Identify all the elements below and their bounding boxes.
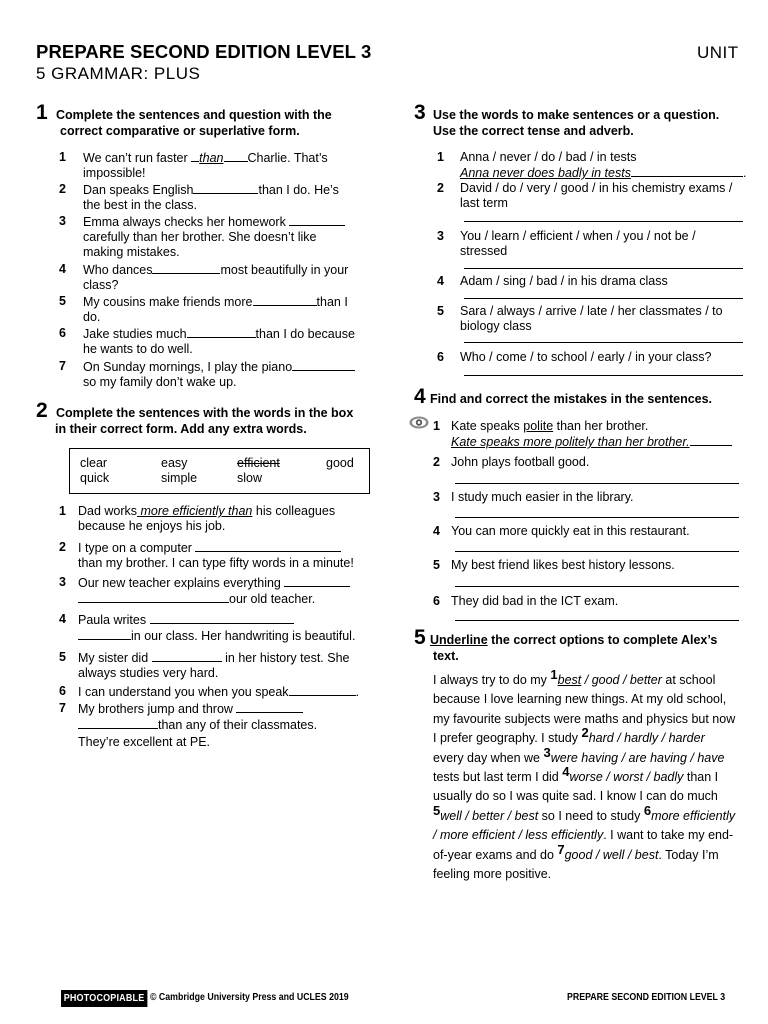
item-text: They’re excellent at PE. bbox=[78, 735, 211, 749]
passage-text: . I want to take my end-of-year exams and do bbox=[433, 828, 734, 862]
page-subtitle: 5 GRAMMAR: PLUS bbox=[36, 64, 201, 83]
answer-blank[interactable] bbox=[236, 701, 303, 713]
section-2-heading bbox=[36, 399, 376, 437]
item-number: 5 bbox=[437, 304, 444, 318]
gap-number: 2 bbox=[581, 725, 589, 741]
item-text: most beautifully in your bbox=[220, 263, 349, 277]
item-text: in our class. Her handwriting is beautiful. bbox=[131, 629, 356, 643]
gap-options[interactable] bbox=[558, 673, 662, 687]
section-instruction: Use the words to make sentences or a question. bbox=[433, 108, 720, 122]
item-text: his colleagues bbox=[252, 504, 336, 518]
item-number: 1 bbox=[433, 419, 440, 433]
page-title: PREPARE SECOND EDITION LEVEL 3 bbox=[36, 41, 372, 62]
gap-number: 1 bbox=[550, 667, 558, 682]
item-number: 3 bbox=[433, 490, 440, 504]
item-text: he wants to do well. bbox=[83, 342, 193, 356]
answer-line[interactable] bbox=[455, 620, 739, 621]
item-text: You can more quickly eat in this restaurant. bbox=[451, 524, 690, 538]
item-number: 6 bbox=[59, 326, 66, 340]
item-text: Kate speaks bbox=[451, 419, 524, 433]
item-text: I type on a computer bbox=[78, 541, 192, 555]
gap-options[interactable]: well / better / best bbox=[440, 808, 539, 823]
item-text: Dad works bbox=[78, 504, 138, 518]
passage-text: I always try to do my bbox=[433, 673, 551, 687]
exercise-item bbox=[59, 214, 369, 260]
exercise-item bbox=[59, 504, 369, 534]
item-text: do. bbox=[83, 310, 101, 324]
answer-blank[interactable] bbox=[150, 612, 294, 624]
item-number: 4 bbox=[59, 612, 66, 626]
item-text: My brothers jump and throw bbox=[78, 702, 233, 716]
item-text: than I bbox=[316, 295, 348, 309]
item-text: Dan speaks English bbox=[83, 183, 194, 197]
item-number: 4 bbox=[433, 524, 440, 538]
item-number: 1 bbox=[59, 504, 66, 518]
exercise-item bbox=[433, 455, 743, 470]
item-text: than I do. He’s bbox=[258, 183, 339, 197]
section-instruction: text. bbox=[433, 649, 459, 663]
footer-title: PREPARE SECOND EDITION LEVEL 3 bbox=[567, 992, 726, 1003]
exercise-item bbox=[59, 540, 369, 571]
answer-line[interactable] bbox=[464, 268, 743, 269]
item-text: carefully than her brother. She doesn’t like bbox=[83, 230, 317, 244]
answer-blank[interactable] bbox=[289, 214, 345, 226]
answer-blank[interactable] bbox=[289, 684, 356, 696]
item-text: David / do / very / good / in his chemistry exams / bbox=[460, 181, 733, 195]
answer-blank[interactable] bbox=[187, 326, 256, 338]
section-instruction: in their correct form. Add any extra words. bbox=[55, 422, 307, 436]
item-text: the best in the class. bbox=[83, 198, 197, 212]
section-number: 1 bbox=[36, 101, 48, 124]
item-text: than I do because bbox=[255, 327, 355, 341]
item-text: John plays football good. bbox=[451, 455, 590, 469]
box-word: simple bbox=[161, 471, 198, 485]
exercise-item bbox=[59, 150, 369, 181]
answer-line[interactable] bbox=[455, 586, 739, 587]
item-text: . bbox=[355, 685, 360, 699]
item-text: On Sunday mornings, I play the piano bbox=[83, 360, 293, 374]
passage-text: so I need to study bbox=[538, 808, 644, 823]
section-number: 3 bbox=[414, 101, 426, 124]
example-answer: than bbox=[199, 151, 224, 165]
answer-blank[interactable] bbox=[78, 717, 158, 729]
mistake-word: polite bbox=[523, 419, 554, 433]
example-answer: Anna never does badly in tests bbox=[460, 166, 631, 180]
box-word: easy bbox=[161, 456, 188, 470]
gap-options[interactable]: were having / are having / have bbox=[550, 750, 725, 765]
item-text: in her history test. She bbox=[221, 651, 350, 665]
section-number: 4 bbox=[414, 385, 426, 408]
section-3-heading bbox=[414, 101, 744, 139]
section-instruction: Complete the sentences and question with the bbox=[56, 108, 332, 122]
item-text: I study much easier in the library. bbox=[451, 490, 634, 504]
item-number: 1 bbox=[437, 150, 444, 164]
gap-options[interactable]: more efficiently / more efficient / less efficiently bbox=[433, 808, 736, 843]
exercise-item bbox=[59, 701, 369, 750]
gap-options[interactable]: worse / worst / badly bbox=[569, 770, 684, 785]
section-number: 5 bbox=[414, 626, 426, 649]
item-number: 6 bbox=[437, 350, 444, 364]
item-text: than any of their classmates. bbox=[158, 718, 318, 732]
item-text: our old teacher. bbox=[229, 592, 316, 606]
exercise-item bbox=[437, 350, 747, 365]
passage-text: . Today I’m feeling more positive. bbox=[433, 847, 719, 882]
answer-blank[interactable] bbox=[195, 540, 341, 552]
item-number: 6 bbox=[433, 594, 440, 608]
exercise-item bbox=[433, 419, 743, 450]
item-text: Who / come / to school / early / in your class? bbox=[460, 350, 712, 364]
section-instruction: the correct options to complete Alex’s bbox=[487, 633, 718, 647]
alex-text-passage bbox=[433, 667, 738, 884]
item-text: My sister did bbox=[78, 651, 149, 665]
item-number: 1 bbox=[59, 150, 66, 164]
item-number: 5 bbox=[433, 558, 440, 572]
item-text: You / learn / efficient / when / you / not be / bbox=[460, 229, 696, 243]
exercise-item bbox=[59, 182, 369, 213]
exercise-item bbox=[433, 558, 743, 573]
item-number: 7 bbox=[59, 359, 66, 373]
answer-line[interactable] bbox=[464, 221, 743, 222]
exercise-item bbox=[437, 304, 747, 334]
item-text: Anna / never / do / bad / in tests bbox=[460, 150, 637, 164]
answer-blank[interactable] bbox=[292, 359, 355, 371]
item-number: 2 bbox=[437, 181, 444, 195]
passage-text: tests but last term I did bbox=[433, 770, 563, 785]
answer-line[interactable] bbox=[464, 375, 743, 376]
passage-text: at school because I love learning new things. At my old school, my favourite subjects were maths and physics but now I prefer geography. I study bbox=[433, 673, 736, 746]
gap-option-text: / good / better bbox=[581, 673, 662, 687]
exercise-item bbox=[59, 650, 369, 681]
item-number: 4 bbox=[59, 262, 66, 276]
item-text: Adam / sing / bad / in his drama class bbox=[460, 274, 668, 288]
item-text: Jake studies much bbox=[83, 327, 187, 341]
box-word: quick bbox=[80, 471, 110, 485]
answer-line[interactable] bbox=[455, 517, 739, 518]
item-text: class? bbox=[83, 278, 119, 292]
gap-number: 7 bbox=[557, 841, 565, 857]
exercise-item bbox=[59, 612, 369, 644]
item-text: because he enjoys his job. bbox=[78, 519, 226, 533]
gap-number: 5 bbox=[433, 802, 441, 818]
item-number: 3 bbox=[59, 214, 66, 228]
answer-blank[interactable] bbox=[191, 150, 199, 162]
exercise-item: 1 Anna / never / do / bad / in tests Anna never does badly in tests . bbox=[437, 150, 747, 180]
item-text: stressed bbox=[460, 244, 508, 258]
answer-blank[interactable] bbox=[253, 294, 317, 306]
answer-line[interactable] bbox=[455, 483, 739, 484]
section-5-heading bbox=[414, 626, 744, 664]
gap-number: 4 bbox=[562, 764, 570, 780]
item-text: biology class bbox=[460, 319, 532, 333]
exercise-item bbox=[437, 229, 747, 259]
box-word: clear bbox=[80, 456, 108, 470]
example-answer: Kate speaks more politely than her brother. bbox=[451, 435, 690, 449]
item-number: 2 bbox=[59, 540, 66, 554]
section-instruction: Complete the sentences with the words in the box bbox=[56, 406, 354, 420]
item-number: 2 bbox=[433, 455, 440, 469]
answer-blank[interactable] bbox=[224, 150, 248, 162]
item-text: I can understand you when you speak bbox=[78, 685, 289, 699]
answer-blank[interactable] bbox=[690, 434, 732, 446]
exercise-item bbox=[59, 326, 369, 357]
section-4-heading bbox=[414, 385, 744, 408]
section-number: 2 bbox=[36, 399, 48, 422]
item-text: Emma always checks her homework bbox=[83, 215, 286, 229]
exercise-item bbox=[437, 274, 747, 289]
item-text: Sara / always / arrive / late / her classmates / to bbox=[460, 304, 723, 318]
word-box bbox=[69, 448, 370, 494]
section-instruction: Use the correct tense and adverb. bbox=[433, 124, 634, 138]
section-instruction: correct comparative or superlative form. bbox=[60, 124, 300, 138]
item-number: 6 bbox=[59, 684, 66, 698]
item-text: We can’t run faster bbox=[83, 151, 192, 165]
item-text: than my brother. I can type fifty words in a minute! bbox=[78, 556, 354, 570]
answer-line[interactable] bbox=[464, 342, 743, 343]
answer-blank[interactable] bbox=[631, 165, 743, 177]
section-instruction: Underline bbox=[430, 633, 488, 647]
answer-line[interactable] bbox=[464, 298, 743, 299]
item-text: always studies very hard. bbox=[78, 666, 219, 680]
exercise-item bbox=[433, 594, 743, 609]
item-text: Paula writes bbox=[78, 613, 147, 627]
eye-icon bbox=[409, 416, 429, 429]
item-text: Our new teacher explains everything bbox=[78, 576, 281, 590]
item-text: Charlie. That’s bbox=[247, 151, 328, 165]
answer-blank[interactable] bbox=[152, 650, 222, 662]
exercise-item bbox=[59, 575, 369, 607]
box-word: good bbox=[326, 456, 354, 470]
item-number: 5 bbox=[59, 650, 66, 664]
gap-options[interactable]: hard / hardly / harder bbox=[588, 731, 705, 746]
unit-label: UNIT bbox=[697, 43, 739, 62]
exercise-item bbox=[437, 181, 747, 211]
item-text: so my family don’t wake up. bbox=[83, 375, 237, 389]
answer-blank[interactable] bbox=[152, 262, 220, 274]
box-word-used: efficient bbox=[237, 456, 280, 470]
item-text: They did bad in the ICT exam. bbox=[451, 594, 619, 608]
exercise-item bbox=[433, 490, 743, 505]
item-text: than her brother. bbox=[553, 419, 649, 433]
exercise-item bbox=[59, 684, 369, 700]
exercise-item bbox=[59, 294, 369, 325]
item-text: My cousins make friends more bbox=[83, 295, 253, 309]
item-number: 5 bbox=[59, 294, 66, 308]
passage-text: than I usually do so I was quite sad. I know I can do much bbox=[433, 770, 719, 804]
answer-line[interactable] bbox=[455, 551, 739, 552]
item-number: 4 bbox=[437, 274, 444, 288]
example-answer: more efficiently than bbox=[137, 504, 253, 518]
selected-option: best bbox=[557, 673, 582, 687]
item-text: last term bbox=[460, 196, 508, 210]
photocopiable-badge: PHOTOCOPIABLE bbox=[61, 990, 147, 1007]
item-text: impossible! bbox=[83, 166, 146, 180]
item-number: 2 bbox=[59, 182, 66, 196]
gap-number: 3 bbox=[543, 744, 551, 760]
answer-blank[interactable] bbox=[78, 591, 229, 603]
item-number: 3 bbox=[59, 575, 66, 589]
answer-blank[interactable] bbox=[284, 575, 350, 587]
answer-blank[interactable] bbox=[78, 628, 131, 640]
section-instruction: Find and correct the mistakes in the sentences. bbox=[430, 392, 713, 406]
item-number: 3 bbox=[437, 229, 444, 243]
copyright-text: © Cambridge University Press and UCLES 2019 bbox=[150, 992, 349, 1003]
section-1-heading bbox=[36, 101, 366, 139]
exercise-item bbox=[59, 262, 369, 293]
item-text: Who dances bbox=[83, 263, 153, 277]
exercise-item bbox=[59, 359, 369, 390]
item-number: 7 bbox=[59, 701, 66, 715]
answer-blank[interactable] bbox=[193, 182, 258, 194]
box-word: slow bbox=[237, 471, 263, 485]
gap-options[interactable]: good / well / best bbox=[564, 847, 659, 862]
exercise-item bbox=[433, 524, 743, 539]
item-text: My best friend likes best history lessons. bbox=[451, 558, 675, 572]
gap-number: 6 bbox=[643, 802, 652, 818]
item-text: making mistakes. bbox=[83, 245, 180, 259]
passage-text: every day when we bbox=[433, 750, 544, 765]
